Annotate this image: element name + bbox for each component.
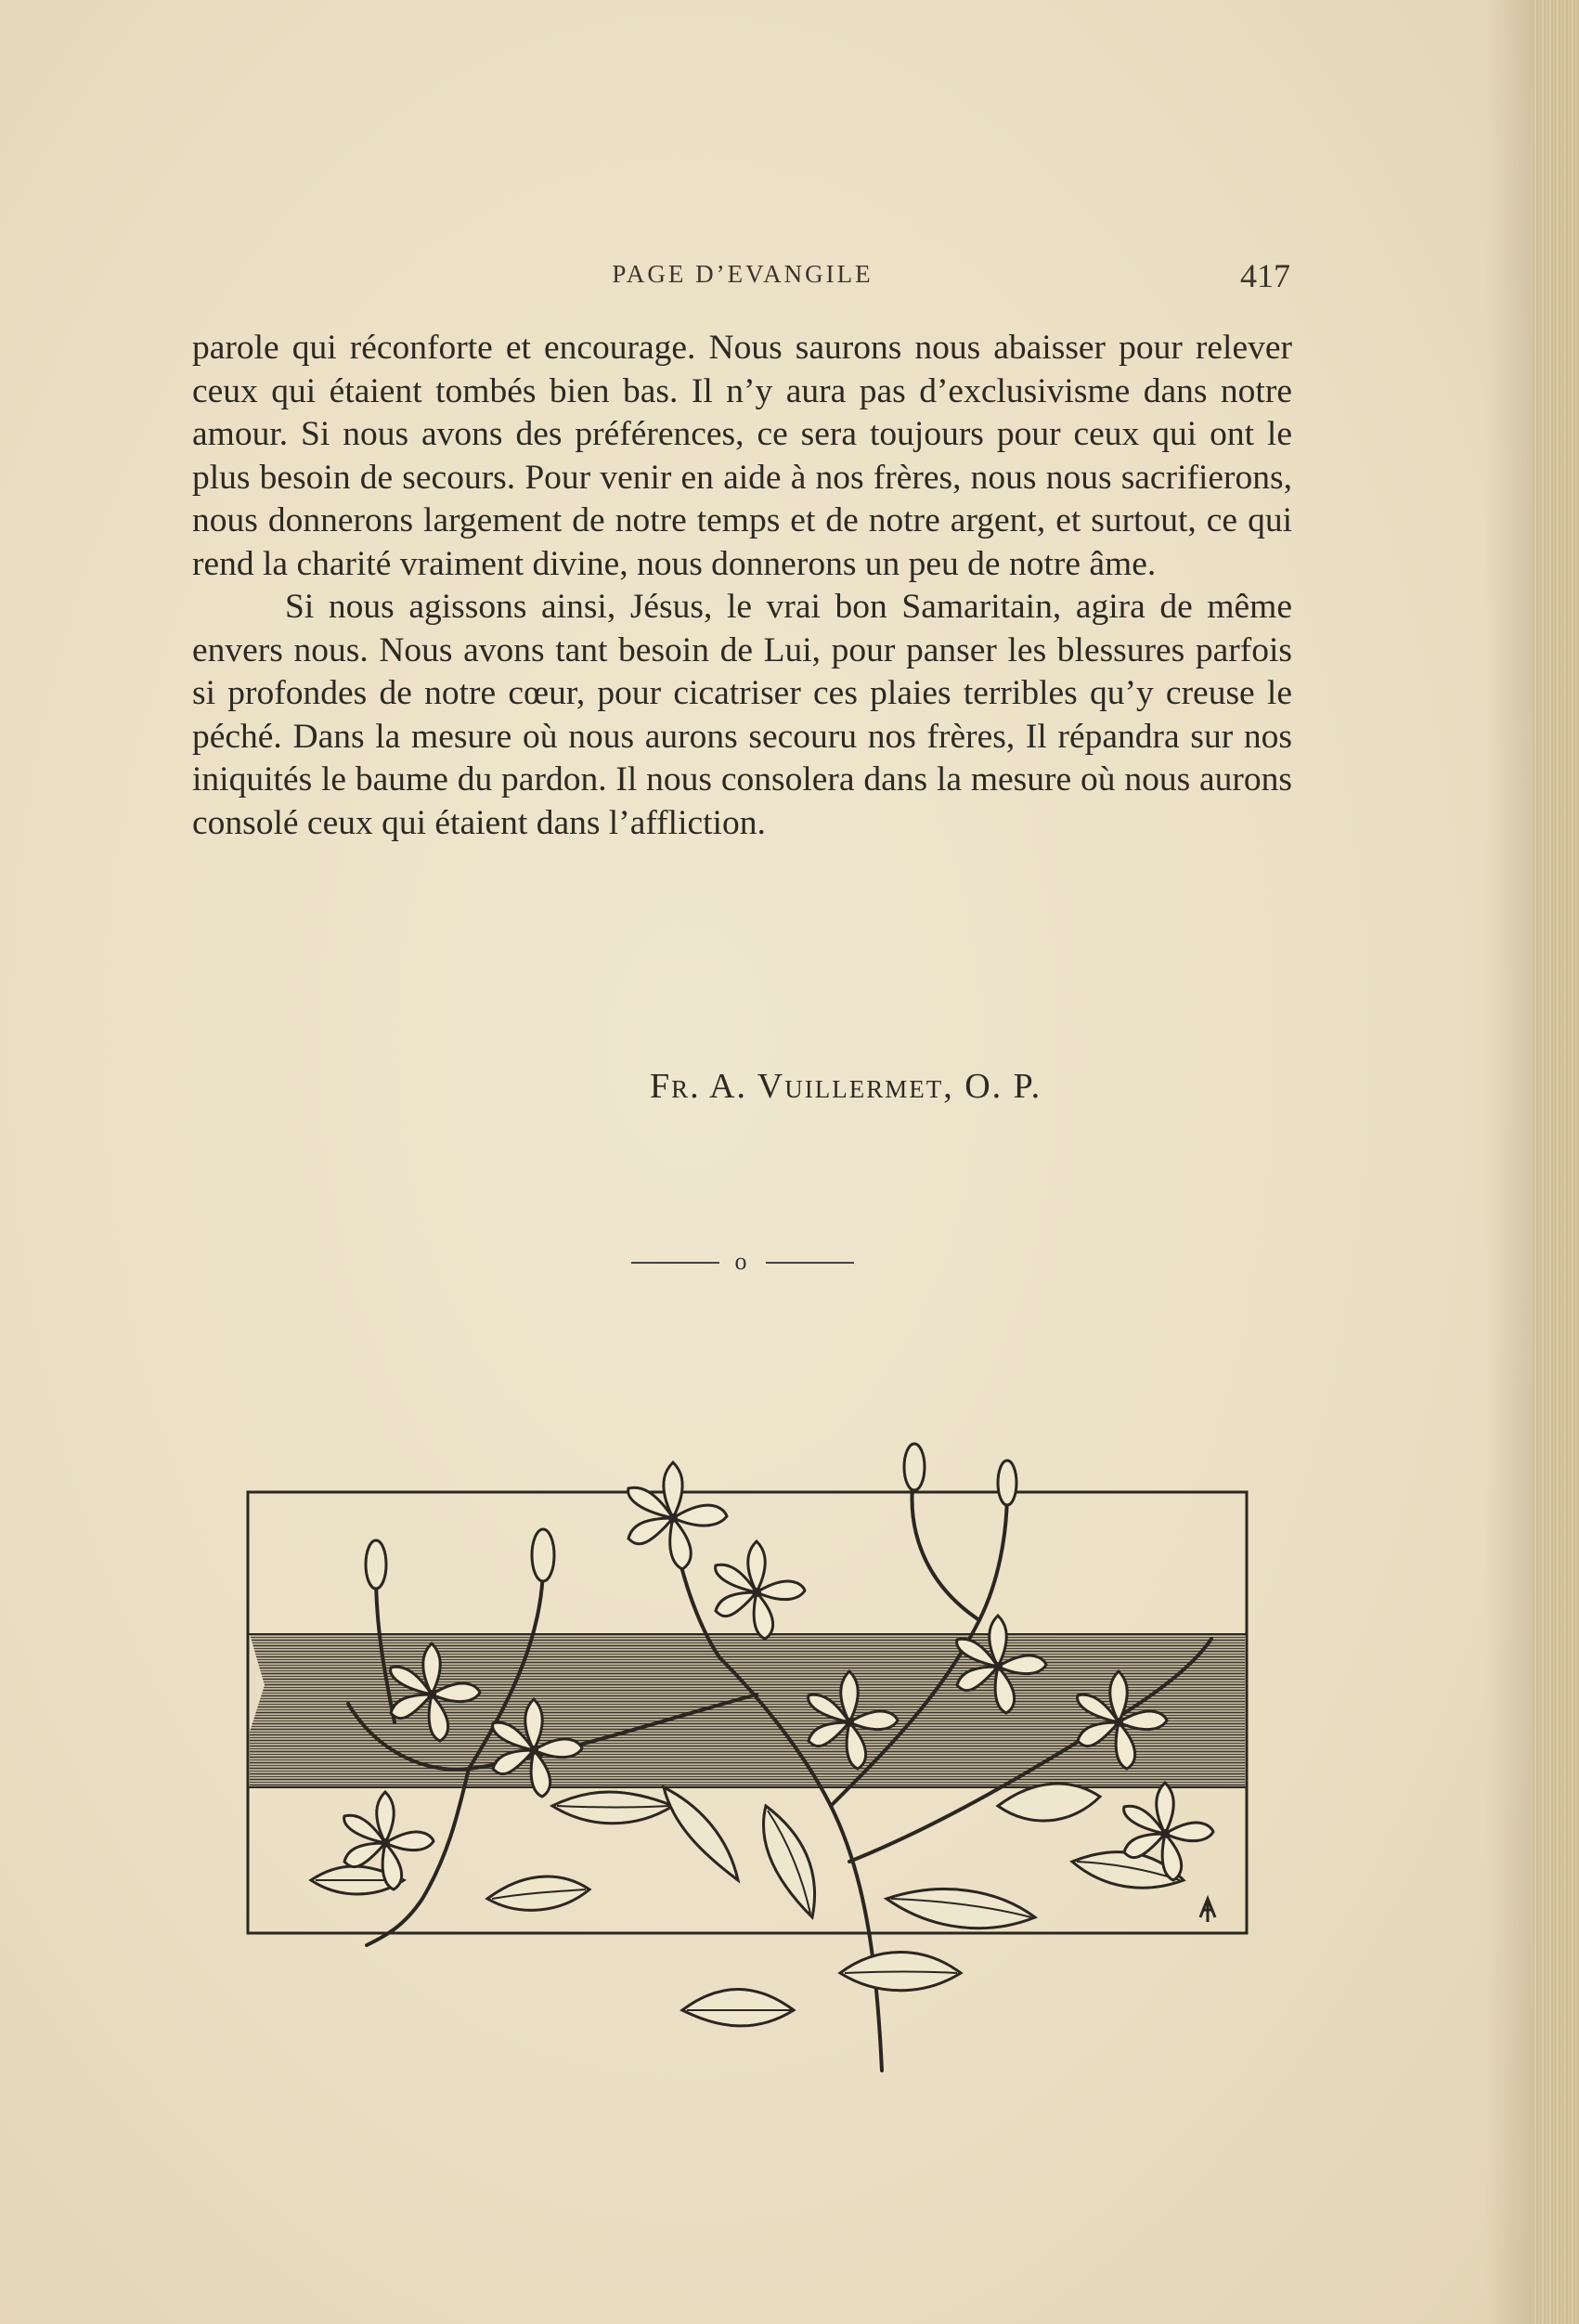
- separator-line-right: [766, 1262, 854, 1264]
- page-number: 417: [1240, 257, 1290, 294]
- separator-line-left: [631, 1262, 719, 1264]
- floral-vignette-icon: [237, 1416, 1258, 2084]
- paragraph-1: parole qui réconforte et encourage. Nous saurons nous abaisser pour relever ceux qui étaient tombés bien bas. Il n’y aura pas d’exclusivisme dans notre amour. Si nous avons des préférences, ce sera toujours pour ceux qui ont le plus besoin de secours. Pour venir en aide à nos frères, nous nous sacrifierons, nous donnerons largement de notre temps et de notre argent, et surtout, ce qui rend la charité vraiment divine, nous donnerons un peu de notre âme.: [192, 329, 1292, 583]
- section-separator: [631, 1244, 854, 1281]
- separator-glyph: o: [734, 1248, 747, 1275]
- page-gutter-shadow: [1485, 0, 1532, 2324]
- running-head-title: PAGE D’EVANGILE: [612, 260, 874, 288]
- page-edge: [1532, 0, 1579, 2324]
- paragraph-2: Si nous agissons ainsi, Jésus, le vrai bon Samaritain, agira de même envers nous. Nous avons tant besoin de Lui, pour panser les blessures parfois si profondes de notre cœur, pour cicatriser ces plaies terribles qu’y creuse le péché. Dans la mesure où nous aurons secouru nos frères, Il répandra sur nos iniquités le baume du pardon. Il nous consolera dans la mesure où nous aurons consolé ceux qui étaient dans l’affliction.: [192, 588, 1292, 842]
- body-text: [192, 327, 1292, 845]
- running-head: [195, 257, 1290, 305]
- author-signature: Fr. A. Vuillermet, O. P.: [650, 1067, 1042, 1106]
